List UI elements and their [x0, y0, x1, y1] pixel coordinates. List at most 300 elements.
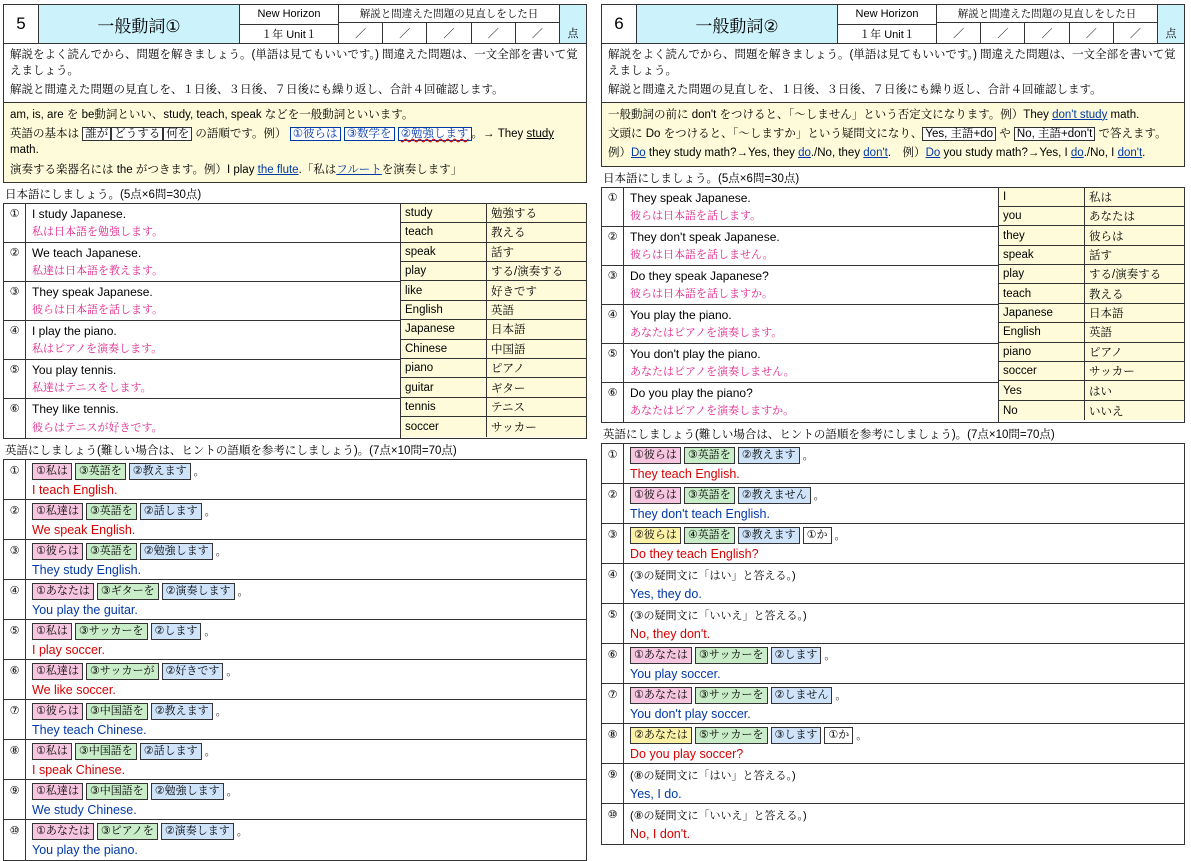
hint-chips	[630, 567, 1178, 584]
vocab-english: like	[401, 281, 487, 299]
hint-chip: ③サッカーを	[75, 623, 148, 640]
vocab-english: piano	[999, 343, 1085, 361]
chip-who: 誰が	[82, 127, 111, 141]
hint-chips	[630, 487, 1178, 504]
table-row	[4, 660, 586, 700]
table-row	[602, 266, 998, 305]
chip-math: ③数学を	[344, 127, 395, 141]
table-row	[602, 524, 1184, 564]
question-body	[26, 243, 400, 281]
answer-english: We like soccer.	[32, 682, 116, 697]
vocab-row	[999, 343, 1184, 362]
punctuation: 。	[193, 466, 205, 479]
vocab-japanese: 好きです	[487, 281, 586, 299]
vocab-row	[401, 262, 586, 281]
question-body	[26, 780, 586, 819]
explanation-line: 一般動詞の前に don't をつけると、「～しません」という否定文になります。例）They don't study math.	[608, 108, 1140, 121]
date-slot[interactable]: ／	[383, 23, 427, 43]
hint-chip: ③英語を	[684, 487, 735, 504]
vocab-japanese: あなたは	[1085, 207, 1184, 225]
question-number: ⑦	[602, 684, 624, 723]
answer-english: You play soccer.	[630, 666, 721, 681]
question-body	[26, 204, 400, 242]
section2-title: 英語にしましょう(難しい場合は、ヒントの語順を参考にしましょう)。(7点×10問=70点)	[5, 444, 457, 457]
question-body	[26, 620, 586, 659]
vocab-japanese: 日本語	[1085, 304, 1184, 322]
vocab-row	[999, 246, 1184, 265]
question-body	[26, 399, 400, 438]
vocab-japanese: はい	[1085, 381, 1184, 399]
vocabulary-table	[400, 204, 586, 438]
grammar-explanation	[3, 103, 587, 183]
hint-chip: ①私は	[32, 623, 72, 640]
hint-chips	[32, 583, 580, 600]
vocab-japanese: 彼らは	[1085, 226, 1184, 244]
table-row	[602, 227, 998, 266]
answer-english: They don't teach English.	[630, 506, 770, 521]
date-slot[interactable]: ／	[531, 28, 543, 40]
vocab-english: Yes	[999, 381, 1085, 399]
vocabulary-table	[998, 188, 1184, 422]
hint-text: (③の疑問文に「はい」と答える。)	[630, 570, 796, 583]
question-number: ④	[4, 580, 26, 619]
vocab-row	[999, 188, 1184, 207]
hint-chip: ③英語を	[684, 447, 735, 464]
table-row	[602, 484, 1184, 524]
question-number: ③	[602, 524, 624, 563]
hint-chips	[32, 543, 580, 560]
question-number: ⑤	[602, 344, 624, 382]
hint-chip: ②教えません	[738, 487, 811, 504]
answer-english: They study English.	[32, 562, 142, 577]
question-number: ①	[602, 188, 624, 226]
question-body	[26, 740, 586, 779]
question-number: ④	[4, 321, 26, 359]
hint-chip: ③中国語を	[86, 783, 148, 800]
answer-english: No, I don't.	[630, 826, 691, 841]
answer-english: You play the piano.	[32, 842, 138, 857]
hint-chip: ①あなたは	[32, 823, 94, 840]
vocab-row	[999, 323, 1184, 342]
hint-chip: ②演奏します	[161, 823, 234, 840]
question-body	[624, 444, 1184, 483]
answer-english: Yes, they do.	[630, 586, 702, 601]
table-row	[4, 820, 586, 860]
hint-chip: ①あなたは	[630, 647, 692, 664]
hint-chip: ①か	[803, 527, 832, 544]
answer-english: Yes, I do.	[630, 786, 682, 801]
hint-chip: ②教えます	[129, 463, 191, 480]
hint-chip: ②します	[151, 623, 202, 640]
sheet-number: 6	[602, 5, 637, 43]
table-row	[602, 644, 1184, 684]
answer-japanese: 彼らは日本語を話しますか。	[630, 287, 773, 300]
hint-chip: ②演奏します	[162, 583, 235, 600]
dont-2: don't	[1117, 147, 1143, 160]
answer-japanese: 彼らはテニスが好きです。	[32, 421, 163, 434]
table-row	[602, 564, 1184, 604]
question-body	[624, 804, 1184, 844]
textbook-unit: １年 Unit１	[261, 28, 317, 41]
table-row	[4, 620, 586, 660]
vocab-row	[999, 265, 1184, 284]
chip-they: ①彼らは	[290, 127, 341, 141]
hint-chip: ③サッカーが	[86, 663, 159, 680]
chip-what: 何を	[163, 127, 192, 141]
vocab-english: teach	[401, 223, 487, 241]
question-english: You play the piano.	[630, 307, 732, 322]
hint-chips	[32, 503, 580, 520]
question-number: ②	[602, 227, 624, 265]
table-row	[602, 684, 1184, 724]
question-number: ③	[4, 282, 26, 320]
hint-chips	[32, 743, 580, 760]
question-body	[624, 724, 1184, 763]
textbook-info	[838, 5, 937, 43]
question-number: ①	[4, 204, 26, 242]
answer-japanese: 私はピアノを演奏します。	[32, 342, 163, 355]
answer-english: We study Chinese.	[32, 802, 137, 817]
table-row	[602, 444, 1184, 484]
answer-english: Do you play soccer?	[630, 746, 744, 761]
punctuation: 。	[813, 490, 825, 503]
chip-no-subject-dont: No, 主語+don't	[1014, 127, 1095, 141]
vocab-english: study	[401, 204, 487, 222]
question-body	[624, 684, 1184, 723]
explanation-line-3: 例）Do they study math?→Yes, they do./No, they don't. 例）Do you study math?→Yes, I do./No, I don't.	[608, 147, 1146, 160]
explanation-line: am, is, are を be動詞といい、study, teach, speak などを一般動詞といいます。	[10, 108, 414, 121]
vocab-english: soccer	[999, 362, 1085, 380]
question-number: ①	[602, 444, 624, 483]
vocab-row	[401, 204, 586, 223]
hint-chip: ⑤サッカーを	[695, 727, 768, 744]
translation-questions	[4, 204, 400, 438]
vocab-row	[401, 359, 586, 378]
table-row	[602, 724, 1184, 764]
vocab-english: No	[999, 401, 1085, 420]
dont-study: don't study	[1052, 108, 1108, 121]
the-flute: the flute	[257, 163, 299, 176]
answer-japanese: 私は日本語を勉強します。	[32, 225, 164, 238]
do-1: Do	[631, 147, 646, 160]
question-number: ②	[4, 243, 26, 281]
table-row	[4, 321, 400, 360]
question-body	[624, 644, 1184, 683]
instructions	[3, 44, 587, 103]
sheet-number: 5	[4, 5, 39, 43]
vocab-row	[401, 417, 586, 436]
vocab-row	[401, 340, 586, 359]
hint-chips	[32, 463, 580, 480]
vocab-english: play	[401, 262, 487, 280]
vocab-english: they	[999, 226, 1085, 244]
table-row	[4, 780, 586, 820]
question-body	[26, 820, 586, 860]
section1-title: 日本語にしましょう。(5点×6問=30点)	[5, 188, 202, 201]
question-english: Do they speak Japanese?	[630, 268, 769, 283]
answer-english: They teach English.	[630, 466, 740, 481]
punctuation: 。	[824, 650, 836, 663]
hint-chip: ①私達は	[32, 783, 83, 800]
question-number: ⑥	[4, 660, 26, 699]
question-body	[26, 460, 586, 499]
table-row	[4, 460, 586, 500]
question-body	[26, 660, 586, 699]
vocab-row	[999, 401, 1184, 420]
punctuation: 。	[226, 786, 238, 799]
hint-chip: ②好きです	[162, 663, 224, 680]
table-row	[4, 360, 400, 399]
table-row	[602, 188, 998, 227]
vocab-english: speak	[999, 246, 1085, 264]
question-body	[26, 700, 586, 739]
table-row	[4, 740, 586, 780]
question-body	[26, 580, 586, 619]
hint-chips	[630, 607, 1178, 624]
hint-chips	[32, 663, 580, 680]
question-body	[624, 564, 1184, 603]
question-body	[624, 764, 1184, 803]
punctuation: 。	[215, 706, 227, 719]
vocab-japanese: いいえ	[1085, 401, 1184, 420]
question-body	[624, 227, 998, 265]
hint-chip: ③中国語を	[86, 703, 148, 720]
chip-study: ②勉強します	[398, 127, 472, 141]
answer-japanese: 彼らは日本語を話します。	[32, 303, 164, 316]
question-body	[624, 305, 998, 343]
vocab-english: I	[999, 188, 1085, 206]
question-body	[26, 282, 400, 320]
vocab-english: teach	[999, 284, 1085, 302]
hint-chips	[32, 823, 580, 840]
punctuation: 。	[835, 690, 847, 703]
hint-chips	[630, 447, 1178, 464]
date-slot[interactable]: ／	[1070, 23, 1114, 43]
question-english: They speak Japanese.	[630, 190, 751, 205]
vocab-japanese: する/演奏する	[487, 262, 586, 280]
vocab-japanese: 話す	[487, 243, 586, 261]
question-english: You don't play the piano.	[630, 346, 761, 361]
answer-english: You don't play soccer.	[630, 706, 751, 721]
answer-japanese: あなたはピアノを演奏しません。	[630, 365, 795, 378]
answer-japanese: あなたはピアノを演奏しますか。	[630, 405, 795, 418]
vocab-row	[401, 378, 586, 397]
question-english: They don't speak Japanese.	[630, 229, 780, 244]
vocab-row	[401, 398, 586, 417]
vocab-japanese: 英語	[487, 301, 586, 319]
table-row	[4, 580, 586, 620]
hint-chip: ③ピアノを	[97, 823, 158, 840]
hint-chip: ②彼らは	[630, 527, 681, 544]
vocab-row	[999, 304, 1184, 323]
hint-chip: ①彼らは	[32, 543, 83, 560]
question-number: ⑩	[602, 804, 624, 844]
punctuation: 。	[204, 626, 216, 639]
question-number: ⑤	[4, 360, 26, 398]
score-label: 点	[1157, 5, 1184, 43]
question-number: ④	[602, 305, 624, 343]
question-english: I play the piano.	[32, 323, 117, 338]
table-row	[4, 540, 586, 580]
hint-chip: ②します	[771, 647, 822, 664]
explanation-line-2: 文頭に Do をつけると、「～しますか」という疑問文になり、 Yes, 主語+do や No, 主語+don't で答えます。	[608, 127, 1167, 140]
worksheet-right	[601, 4, 1185, 855]
review-dates-label: 解説と間違えた問題の見直しをした日	[937, 5, 1157, 23]
date-slot[interactable]: ／	[981, 23, 1025, 43]
vocab-english: speak	[401, 243, 487, 261]
verb-study: study	[526, 127, 554, 140]
hint-chip: ①か	[824, 727, 853, 744]
translation-section	[3, 203, 587, 439]
do-4: do	[1070, 147, 1084, 160]
hint-chip: ①彼らは	[630, 487, 681, 504]
flute-ja: フルート	[336, 163, 382, 176]
question-english: You play tennis.	[32, 362, 117, 377]
punctuation: 。	[237, 586, 249, 599]
vocab-english: English	[401, 301, 487, 319]
instructions	[601, 44, 1185, 103]
question-body	[26, 360, 400, 398]
question-body	[624, 266, 998, 304]
question-body	[26, 540, 586, 579]
punctuation: 。	[856, 730, 868, 743]
answer-english: We speak English.	[32, 522, 136, 537]
explanation-line-3: 演奏する楽器名には the がつきます。例）I play the flute.「私はフルートを演奏します」	[10, 163, 463, 176]
writing-section	[3, 459, 587, 861]
sheet-title: 一般動詞①	[39, 5, 240, 43]
table-row	[4, 282, 400, 321]
question-body	[624, 484, 1184, 523]
table-row	[4, 204, 400, 243]
instruction-line: 解説をよく読んでから、問題を解きましょう。(単語は見てもいいです。) 間違えた問題は、一文全部を書いて覚えましょう。	[10, 49, 578, 77]
vocab-english: Chinese	[401, 340, 487, 358]
hint-chip: ①私達は	[32, 503, 83, 520]
section2-title: 英語にしましょう(難しい場合は、ヒントの語順を参考にしましょう)。(7点×10問=70点)	[603, 428, 1055, 441]
vocab-japanese: テニス	[487, 398, 586, 416]
question-number: ⑦	[4, 700, 26, 739]
instruction-line: 解説と間違えた問題の見直しを、１日後、３日後、７日後にも繰り返し、合計４回確認します。	[10, 84, 504, 97]
question-english: They speak Japanese.	[32, 284, 153, 299]
textbook-info	[240, 5, 339, 43]
table-row	[4, 399, 400, 438]
table-row	[602, 383, 998, 422]
vocab-english: tennis	[401, 398, 487, 416]
hint-chip: ④英語を	[684, 527, 735, 544]
hint-chip: ③英語を	[75, 463, 126, 480]
vocab-english: Japanese	[401, 320, 487, 338]
question-english: We teach Japanese.	[32, 245, 142, 260]
answer-english: No, they don't.	[630, 626, 711, 641]
answer-japanese: 私達は日本語を教えます。	[32, 264, 164, 277]
vocab-japanese: 日本語	[487, 320, 586, 338]
table-row	[4, 500, 586, 540]
table-row	[602, 764, 1184, 804]
punctuation: 。	[802, 450, 814, 463]
hint-chips	[630, 767, 1178, 784]
punctuation: 。	[834, 530, 846, 543]
question-english: Do you play the piano?	[630, 385, 753, 400]
writing-section	[601, 443, 1185, 845]
vocab-japanese: 英語	[1085, 323, 1184, 341]
table-row	[602, 305, 998, 344]
date-slot[interactable]: ／	[1129, 28, 1141, 40]
answer-english: I play soccer.	[32, 642, 105, 657]
question-number: ⑥	[4, 399, 26, 438]
vocab-japanese: ギター	[487, 378, 586, 396]
date-slot[interactable]: ／	[427, 23, 471, 43]
vocab-japanese: 中国語	[487, 340, 586, 358]
review-date-slots	[937, 23, 1157, 43]
vocab-japanese: 勉強する	[487, 204, 586, 222]
question-number: ⑤	[602, 604, 624, 643]
vocab-row	[401, 301, 586, 320]
hint-chip: ①私は	[32, 743, 72, 760]
chip-do: どうする	[111, 127, 163, 141]
date-slot[interactable]: ／	[472, 23, 516, 43]
question-english: I study Japanese.	[32, 206, 127, 221]
vocab-row	[999, 207, 1184, 226]
translation-section	[601, 187, 1185, 423]
hint-chip: ①あなたは	[32, 583, 94, 600]
vocab-japanese: する/演奏する	[1085, 265, 1184, 283]
vocab-japanese: 私は	[1085, 188, 1184, 206]
vocab-row	[401, 223, 586, 242]
answer-japanese: 私達はテニスをします。	[32, 381, 152, 394]
date-slot[interactable]: ／	[339, 23, 383, 43]
table-row	[602, 344, 998, 383]
punctuation: 。	[215, 546, 227, 559]
hint-chip: ②あなたは	[630, 727, 692, 744]
vocab-row	[999, 226, 1184, 245]
hint-chip: ③サッカーを	[695, 687, 768, 704]
worksheet-left	[3, 4, 587, 855]
review-dates-label: 解説と間違えた問題の見直しをした日	[339, 5, 559, 23]
question-number: ②	[602, 484, 624, 523]
textbook-unit: １年 Unit１	[859, 28, 915, 41]
hint-chip: ①私は	[32, 463, 72, 480]
vocab-japanese: 教える	[1085, 284, 1184, 302]
vocab-english: piano	[401, 359, 487, 377]
vocab-japanese: ピアノ	[487, 359, 586, 377]
date-slot[interactable]: ／	[937, 23, 981, 43]
hint-chips	[630, 527, 1178, 544]
vocab-english: Japanese	[999, 304, 1085, 322]
answer-japanese: あなたはピアノを演奏します。	[630, 326, 783, 339]
hint-chip: ①あなたは	[630, 687, 692, 704]
hint-chip: ③ギターを	[97, 583, 159, 600]
question-number: ⑤	[4, 620, 26, 659]
vocab-english: you	[999, 207, 1085, 225]
vocab-japanese: 教える	[487, 223, 586, 241]
punctuation: 。	[204, 746, 216, 759]
score-label: 点	[559, 5, 586, 43]
question-number: ③	[602, 266, 624, 304]
instruction-line: 解説をよく読んでから、問題を解きましょう。(単語は見てもいいです。) 間違えた問題は、一文全部を書いて覚えましょう。	[608, 49, 1176, 77]
punctuation: 。	[226, 666, 238, 679]
do-3: Do	[925, 147, 941, 160]
review-dates	[937, 5, 1157, 43]
question-body	[26, 321, 400, 359]
hint-chip: ②話します	[140, 503, 202, 520]
hint-chips	[32, 623, 580, 640]
hint-chip: ②話します	[140, 743, 202, 760]
answer-english: They teach Chinese.	[32, 722, 147, 737]
hint-text: (③の疑問文に「いいえ」と答える。)	[630, 610, 807, 623]
textbook-name: New Horizon	[838, 5, 936, 25]
date-slot[interactable]: ／	[1025, 23, 1069, 43]
hint-chips	[32, 703, 580, 720]
question-number: ⑧	[602, 724, 624, 763]
